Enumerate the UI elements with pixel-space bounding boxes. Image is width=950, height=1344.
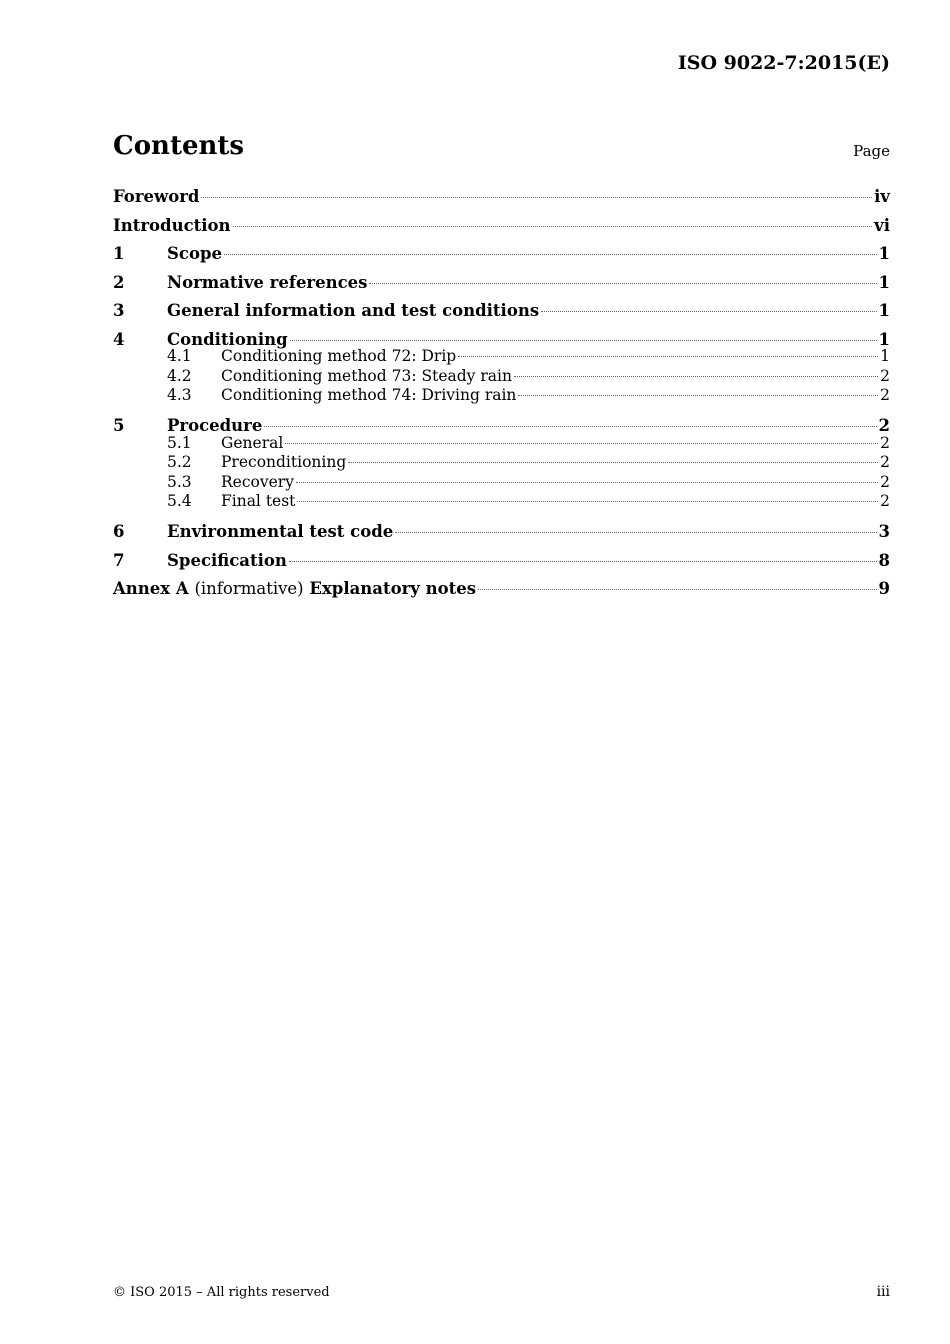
toc-number: 5: [113, 416, 125, 435]
toc-title: Specification: [167, 550, 287, 570]
toc-number: 5.4: [167, 492, 192, 510]
toc-page: 2: [880, 366, 890, 385]
toc-title: Normative references: [167, 272, 368, 292]
contents-title: Contents: [113, 131, 245, 161]
dot-leader: [395, 532, 876, 533]
toc-entry-annex-a[interactable]: [113, 577, 890, 606]
toc-number: 5.3: [167, 472, 192, 491]
page-column-label: Page: [853, 142, 890, 160]
toc-entry-preconditioning[interactable]: [113, 453, 890, 473]
toc-title: Introduction: [113, 215, 231, 235]
toc-title: Preconditioning: [221, 453, 347, 471]
toc-title: Foreword: [113, 187, 200, 206]
toc-entry-conditioning-drip[interactable]: [113, 347, 890, 367]
toc-entry-procedure[interactable]: [113, 414, 890, 434]
toc-entry-normative-references[interactable]: [113, 271, 890, 300]
toc-entry-foreword[interactable]: [113, 185, 890, 214]
dot-leader: [541, 311, 876, 312]
toc-entry-conditioning-driving-rain[interactable]: [113, 386, 890, 414]
toc-page: 1: [878, 244, 890, 263]
dot-leader: [201, 197, 872, 198]
dot-leader: [514, 376, 878, 377]
dot-leader: [224, 254, 877, 255]
toc-title: Recovery: [221, 472, 294, 491]
toc-page: iv: [874, 187, 890, 206]
toc-page: vi: [874, 215, 890, 235]
toc-number: 1: [113, 244, 125, 263]
toc-entry-specification[interactable]: [113, 549, 890, 578]
toc-title: [113, 577, 476, 600]
toc-number: 4.1: [167, 347, 192, 365]
toc-page: 2: [880, 472, 890, 491]
toc-number: 3: [113, 301, 125, 320]
dot-leader: [290, 340, 877, 341]
toc-page: 2: [880, 492, 890, 510]
dot-leader: [289, 561, 877, 562]
toc-page: 8: [878, 550, 890, 570]
annex-label: Annex A: [113, 579, 189, 598]
footer-copyright: © ISO 2015 – All rights reserved: [113, 1285, 330, 1300]
dot-leader: [478, 589, 876, 590]
document-id: ISO 9022-7:2015(E): [677, 52, 890, 74]
toc-title: General: [221, 433, 284, 452]
toc-page: 2: [880, 453, 890, 471]
toc-page: 2: [880, 386, 890, 404]
toc-entry-procedure-general[interactable]: [113, 434, 890, 454]
dot-leader: [297, 501, 878, 502]
toc-number: 6: [113, 522, 125, 541]
footer-page-number: iii: [876, 1284, 890, 1300]
toc-number: 5.2: [167, 453, 192, 471]
toc-number: 5.1: [167, 433, 192, 452]
toc-title: Procedure: [167, 416, 263, 435]
toc-title: Conditioning method 73: Steady rain: [221, 366, 512, 385]
toc-entry-final-test[interactable]: [113, 492, 890, 520]
dot-leader: [518, 395, 878, 396]
toc-title: Conditioning method 72: Drip: [221, 347, 457, 365]
dot-leader: [233, 226, 873, 227]
dot-leader: [348, 462, 878, 463]
toc-number: 4: [113, 329, 125, 349]
toc-title: Conditioning: [167, 329, 288, 349]
dot-leader: [285, 443, 878, 444]
toc-entry-conditioning-steady-rain[interactable]: [113, 367, 890, 387]
toc-entry-introduction[interactable]: [113, 214, 890, 243]
annex-qualifier: (informative): [194, 579, 304, 598]
dot-leader: [264, 426, 876, 427]
toc-entry-general-information[interactable]: [113, 299, 890, 328]
toc-title: Scope: [167, 244, 223, 263]
toc-page: 1: [878, 301, 890, 320]
toc-entry-scope[interactable]: [113, 242, 890, 271]
dot-leader: [369, 283, 876, 284]
toc-title: Final test: [221, 492, 296, 510]
dot-leader: [296, 482, 878, 483]
toc-page: 2: [880, 433, 890, 452]
toc-number: 4.3: [167, 386, 192, 404]
toc-title: Conditioning method 74: Driving rain: [221, 386, 517, 404]
dot-leader: [458, 356, 878, 357]
annex-title: Explanatory notes: [309, 579, 477, 598]
toc-title: Environmental test code: [167, 522, 394, 541]
toc-entry-recovery[interactable]: [113, 473, 890, 493]
table-of-contents: [113, 185, 890, 606]
toc-number: 7: [113, 550, 125, 570]
toc-page: 1: [878, 329, 890, 349]
toc-entry-conditioning[interactable]: [113, 328, 890, 348]
toc-page: 2: [878, 416, 890, 435]
toc-number: 2: [113, 272, 125, 292]
toc-page: 1: [880, 347, 890, 365]
toc-page: 1: [878, 272, 890, 292]
toc-number: 4.2: [167, 366, 192, 385]
toc-title: General information and test conditions: [167, 301, 540, 320]
toc-entry-environmental-test-code[interactable]: [113, 520, 890, 549]
toc-page: 3: [878, 522, 890, 541]
toc-page: 9: [878, 579, 890, 598]
